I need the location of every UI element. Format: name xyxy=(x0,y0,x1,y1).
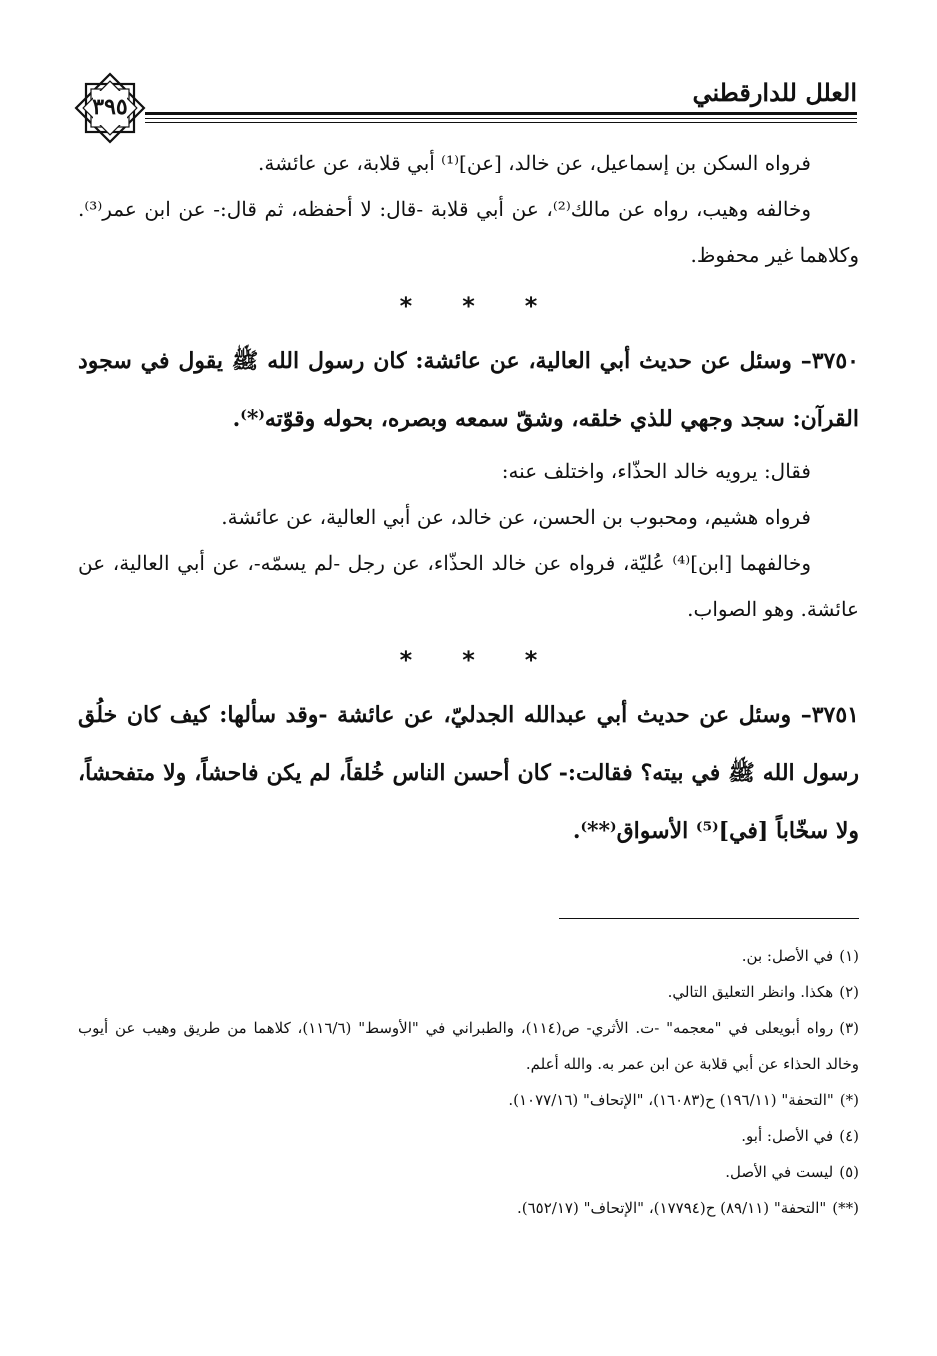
footnote-marker: (١) xyxy=(839,947,859,965)
footnote xyxy=(78,938,859,974)
separator-star: * xyxy=(462,292,475,320)
footnote xyxy=(78,1010,859,1082)
header-rule-thin-lower xyxy=(145,122,857,123)
footnote-marker: (٣) xyxy=(839,1019,859,1037)
separator-star: * xyxy=(399,292,413,320)
footnote-text: رواه أبويعلى في "معجمه" -ت. الأثري- ص(١١٤)، والطبراني في "الأوسط" (١١٦/٦)، كلاهما من طريق وهيب عن أيوب وخالد الحذاء عن أبي قلابة عن ابن عمر به. والله أعلم. xyxy=(78,1019,859,1073)
footnote xyxy=(78,1082,859,1118)
main-text xyxy=(78,140,859,860)
header-rule-thin xyxy=(145,118,857,119)
footnote-separator xyxy=(559,918,859,919)
footnote-text: في الأصل: بن. xyxy=(741,947,834,965)
footnote xyxy=(78,1154,859,1190)
header-rule xyxy=(145,112,857,124)
separator-star: * xyxy=(524,292,538,320)
footnote-text: ليست في الأصل. xyxy=(725,1163,834,1181)
footnote-text: "التحفة" (٨٩/١١) ح(١٧٧٩٤)، "الإتحاف" (٦٥٢/١٧). xyxy=(516,1199,827,1217)
footnote-marker: (٥) xyxy=(839,1163,859,1181)
page-header xyxy=(70,68,857,128)
paragraph-sakan-narration: فرواه السكن بن إسماعيل، عن خالد، [عن]⁽¹⁾ أبي قلابة، عن عائشة. xyxy=(258,151,811,175)
section-separator xyxy=(78,278,859,332)
footnote-list xyxy=(78,938,859,1226)
footnote-marker: (**) xyxy=(832,1199,859,1217)
page-number: ٣٩٥ xyxy=(92,94,128,120)
footnote xyxy=(78,974,859,1010)
footnote-marker: (*) xyxy=(839,1091,859,1109)
footnote-marker: (٢) xyxy=(839,983,859,1001)
header-rule-thick xyxy=(145,112,857,115)
separator-star: * xyxy=(462,646,475,674)
footnote xyxy=(78,1118,859,1154)
footnote-marker: (٤) xyxy=(839,1127,859,1145)
footnote-text: هكذا. وانظر التعليق التالي. xyxy=(667,983,834,1001)
running-title: العلل للدارقطني xyxy=(692,78,857,107)
footnote-text: في الأصل: أبو. xyxy=(741,1127,834,1145)
paragraph-answer-intro: فقال: يرويه خالد الحذّاء، واختلف عنه: xyxy=(501,459,811,483)
paragraph-wuhayb-narration: وخالفه وهيب، رواه عن مالك⁽²⁾، عن أبي قلابة -قال: لا أحفظه، ثم قال:- عن ابن عمر⁽³⁾. وكلاهما غير محفوظ. xyxy=(78,197,859,267)
page-number-badge xyxy=(70,68,150,148)
paragraph-hushaym-narration: فرواه هشيم، ومحبوب بن الحسن، عن خالد، عن أبي العالية، عن عائشة. xyxy=(221,505,811,529)
section-separator xyxy=(78,632,859,686)
separator-star: * xyxy=(524,646,538,674)
separator-star: * xyxy=(399,646,413,674)
footnote-text: "التحفة" (١٩٦/١١) ح(١٦٠٨٣)، "الإتحاف" (١٠٧٧/١٦). xyxy=(508,1091,834,1109)
entry-3750-question: ٣٧٥٠– وسئل عن حديث أبي العالية، عن عائشة: كان رسول الله ﷺ يقول في سجود القرآن: سجد وجهي للذي خلقه، وشقّ سمعه وبصره، بحوله وقوّته⁽*⁾. xyxy=(78,348,859,432)
paragraph-ulayya-narration: وخالفهما [ابن]⁽⁴⁾ عُليّة، فرواه عن خالد الحذّاء، عن رجل -لم يسمّه-، عن أبي العالية، عن عائشة. وهو الصواب. xyxy=(78,551,859,621)
footnote xyxy=(78,1190,859,1226)
entry-3751-question: ٣٧٥١– وسئل عن حديث أبي عبدالله الجدليّ، عن عائشة -وقد سألها: كيف كان خلُق رسول الله ﷺ في بيته؟ فقالت:- كان أحسن الناس خُلقاً، لم يكن فاحشاً، ولا متفحشاً، ولا سخّاباً [في]⁽⁵⁾ الأسواق⁽**⁾. xyxy=(78,702,859,844)
